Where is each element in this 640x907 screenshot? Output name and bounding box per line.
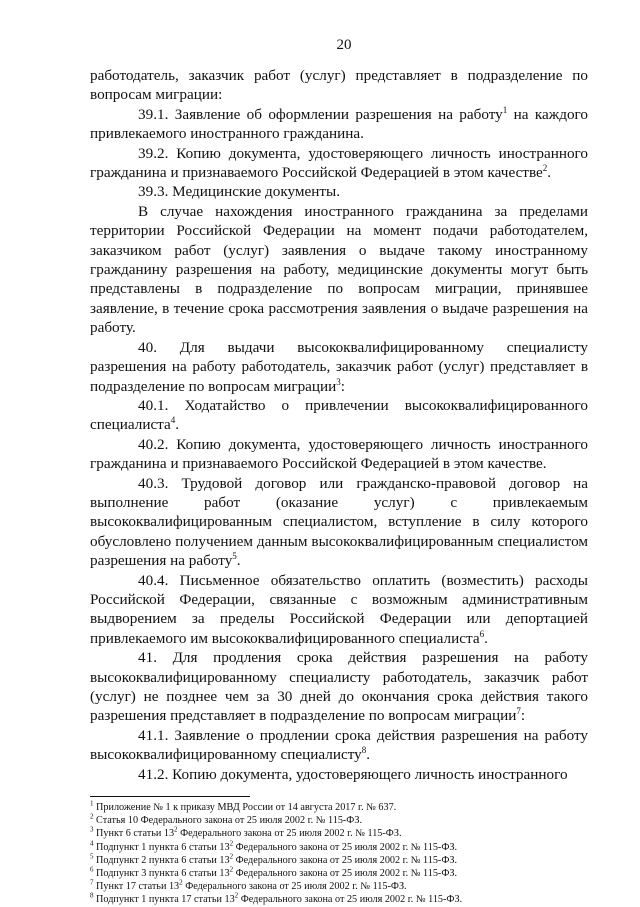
footnote: $^7$ Пункт 17 статьи $13^2$ Федерального закона от 25 июля 2002 г. № 115-ФЗ. — [90, 878, 407, 893]
footnote-ref: 5 — [232, 551, 237, 562]
footnote: $^8$ Подпункт 1 пункта 17 статьи $13^2$ Федерального закона от 25 июля 2002 г. № 115-ФЗ. — [90, 892, 463, 906]
footnote-ref: 1 — [502, 104, 508, 115]
footnote-ref: 2 — [542, 162, 548, 173]
paragraph: 41. Для продления срока действия разрешения на работу высококвалифицированному специалисту работодатель, заказчик работ (услуг) не позднее чем за 30 дней до окончания срока действия такого разрешения представляет в подразделение по вопросам миграции$^7$: — [90, 649, 588, 725]
paragraph: 40.4. Письменное обязательство оплатить (возместить) расходы Российской Федерации, связанные с возможным административным выдворением за пределы Российской Федерации или депортацией привлекаемого им высококвалифицированного специалиста$^6$. — [90, 571, 588, 647]
body-text — [90, 66, 588, 784]
paragraph: 39.3. Медицинские документы. — [138, 183, 341, 201]
paragraph: В случае нахождения иностранного гражданина за пределами территории Российской Федерации на момент подачи работодателем, заказчиком работ (услуг) заявления о выдаче такому иностранному гражданину разрешения на работу, медицинские документы могут быть представлены в подразделение по вопросам миграции, принявшее заявление, в течение срока рассмотрения заявления о выдаче разрешения на работу. — [90, 202, 588, 337]
paragraph: 39.1. Заявление об оформлении разрешения на работу$^1$ на каждого привлекаемого иностранного гражданина. — [90, 104, 588, 143]
paragraph: 41.1. Заявление о продлении срока действия разрешения на работу высококвалифицированному специалисту$^8$. — [90, 726, 588, 764]
footnote: $^5$ Подпункт 2 пункта 6 статьи $13^2$ Федерального закона от 25 июля 2002 г. № 115-ФЗ. — [90, 852, 458, 866]
footnote-ref: 8 — [361, 745, 367, 756]
footnote-divider — [90, 796, 250, 797]
paragraph: работодатель, заказчик работ (услуг) представляет в подразделение по вопросам миграции: — [90, 67, 588, 104]
footnotes — [90, 801, 588, 907]
footnote-ref: 7 — [516, 706, 521, 717]
paragraph: 39.2. Копию документа, удостоверяющего личность иностранного гражданина и признаваемого Российской Федерацией в этом качестве$^2$. — [90, 144, 588, 182]
paragraph: 40. Для выдачи высококвалифицированному специалисту разрешения на работу работодатель, заказчик работ (услуг) представляет в подразделение по вопросам миграции$^3$: — [90, 338, 588, 395]
footnote: $^6$ Подпункт 3 пункта 6 статьи $13^2$ Федерального закона от 25 июля 2002 г. № 115-ФЗ. — [90, 865, 458, 880]
footnote: $^3$ Пункт 6 статьи $13^2$ Федерального закона от 25 июля 2002 г. № 115-ФЗ. — [90, 826, 402, 840]
footnote-ref: 6 — [479, 628, 485, 639]
page-number: 20 — [336, 37, 352, 53]
paragraph: 40.1. Ходатайство о привлечении высококвалифицированного специалиста$^4$. — [90, 396, 588, 434]
footnote: $^2$ Статья 10 Федерального закона от 25 июля 2002 г. № 115-ФЗ. — [90, 812, 363, 827]
footnote-ref: 3 — [336, 376, 341, 387]
footnote: $^1$ Приложение № 1 к приказу МВД России от 14 августа 2017 г. № 637. — [90, 799, 397, 814]
footnote: $^4$ Подпункт 1 пункта 6 статьи $13^2$ Федерального закона от 25 июля 2002 г. № 115-ФЗ. — [90, 839, 458, 853]
paragraph: 40.3. Трудовой договор или гражданско-правовой договор на выполнение работ (оказание услуг) с привлекаемым высококвалифицированным специалистом, вступление в силу которого обусловлено получением данным высококвалифицированным специалистом разрешения на работу$^5$. — [90, 474, 588, 570]
footnote-ref: 4 — [170, 415, 176, 426]
paragraph: 40.2. Копию документа, удостоверяющего личность иностранного гражданина и признаваемого Российской Федерацией в этом качестве. — [90, 435, 588, 473]
paragraph: 41.2. Копию документа, удостоверяющего личность иностранного — [138, 765, 568, 783]
